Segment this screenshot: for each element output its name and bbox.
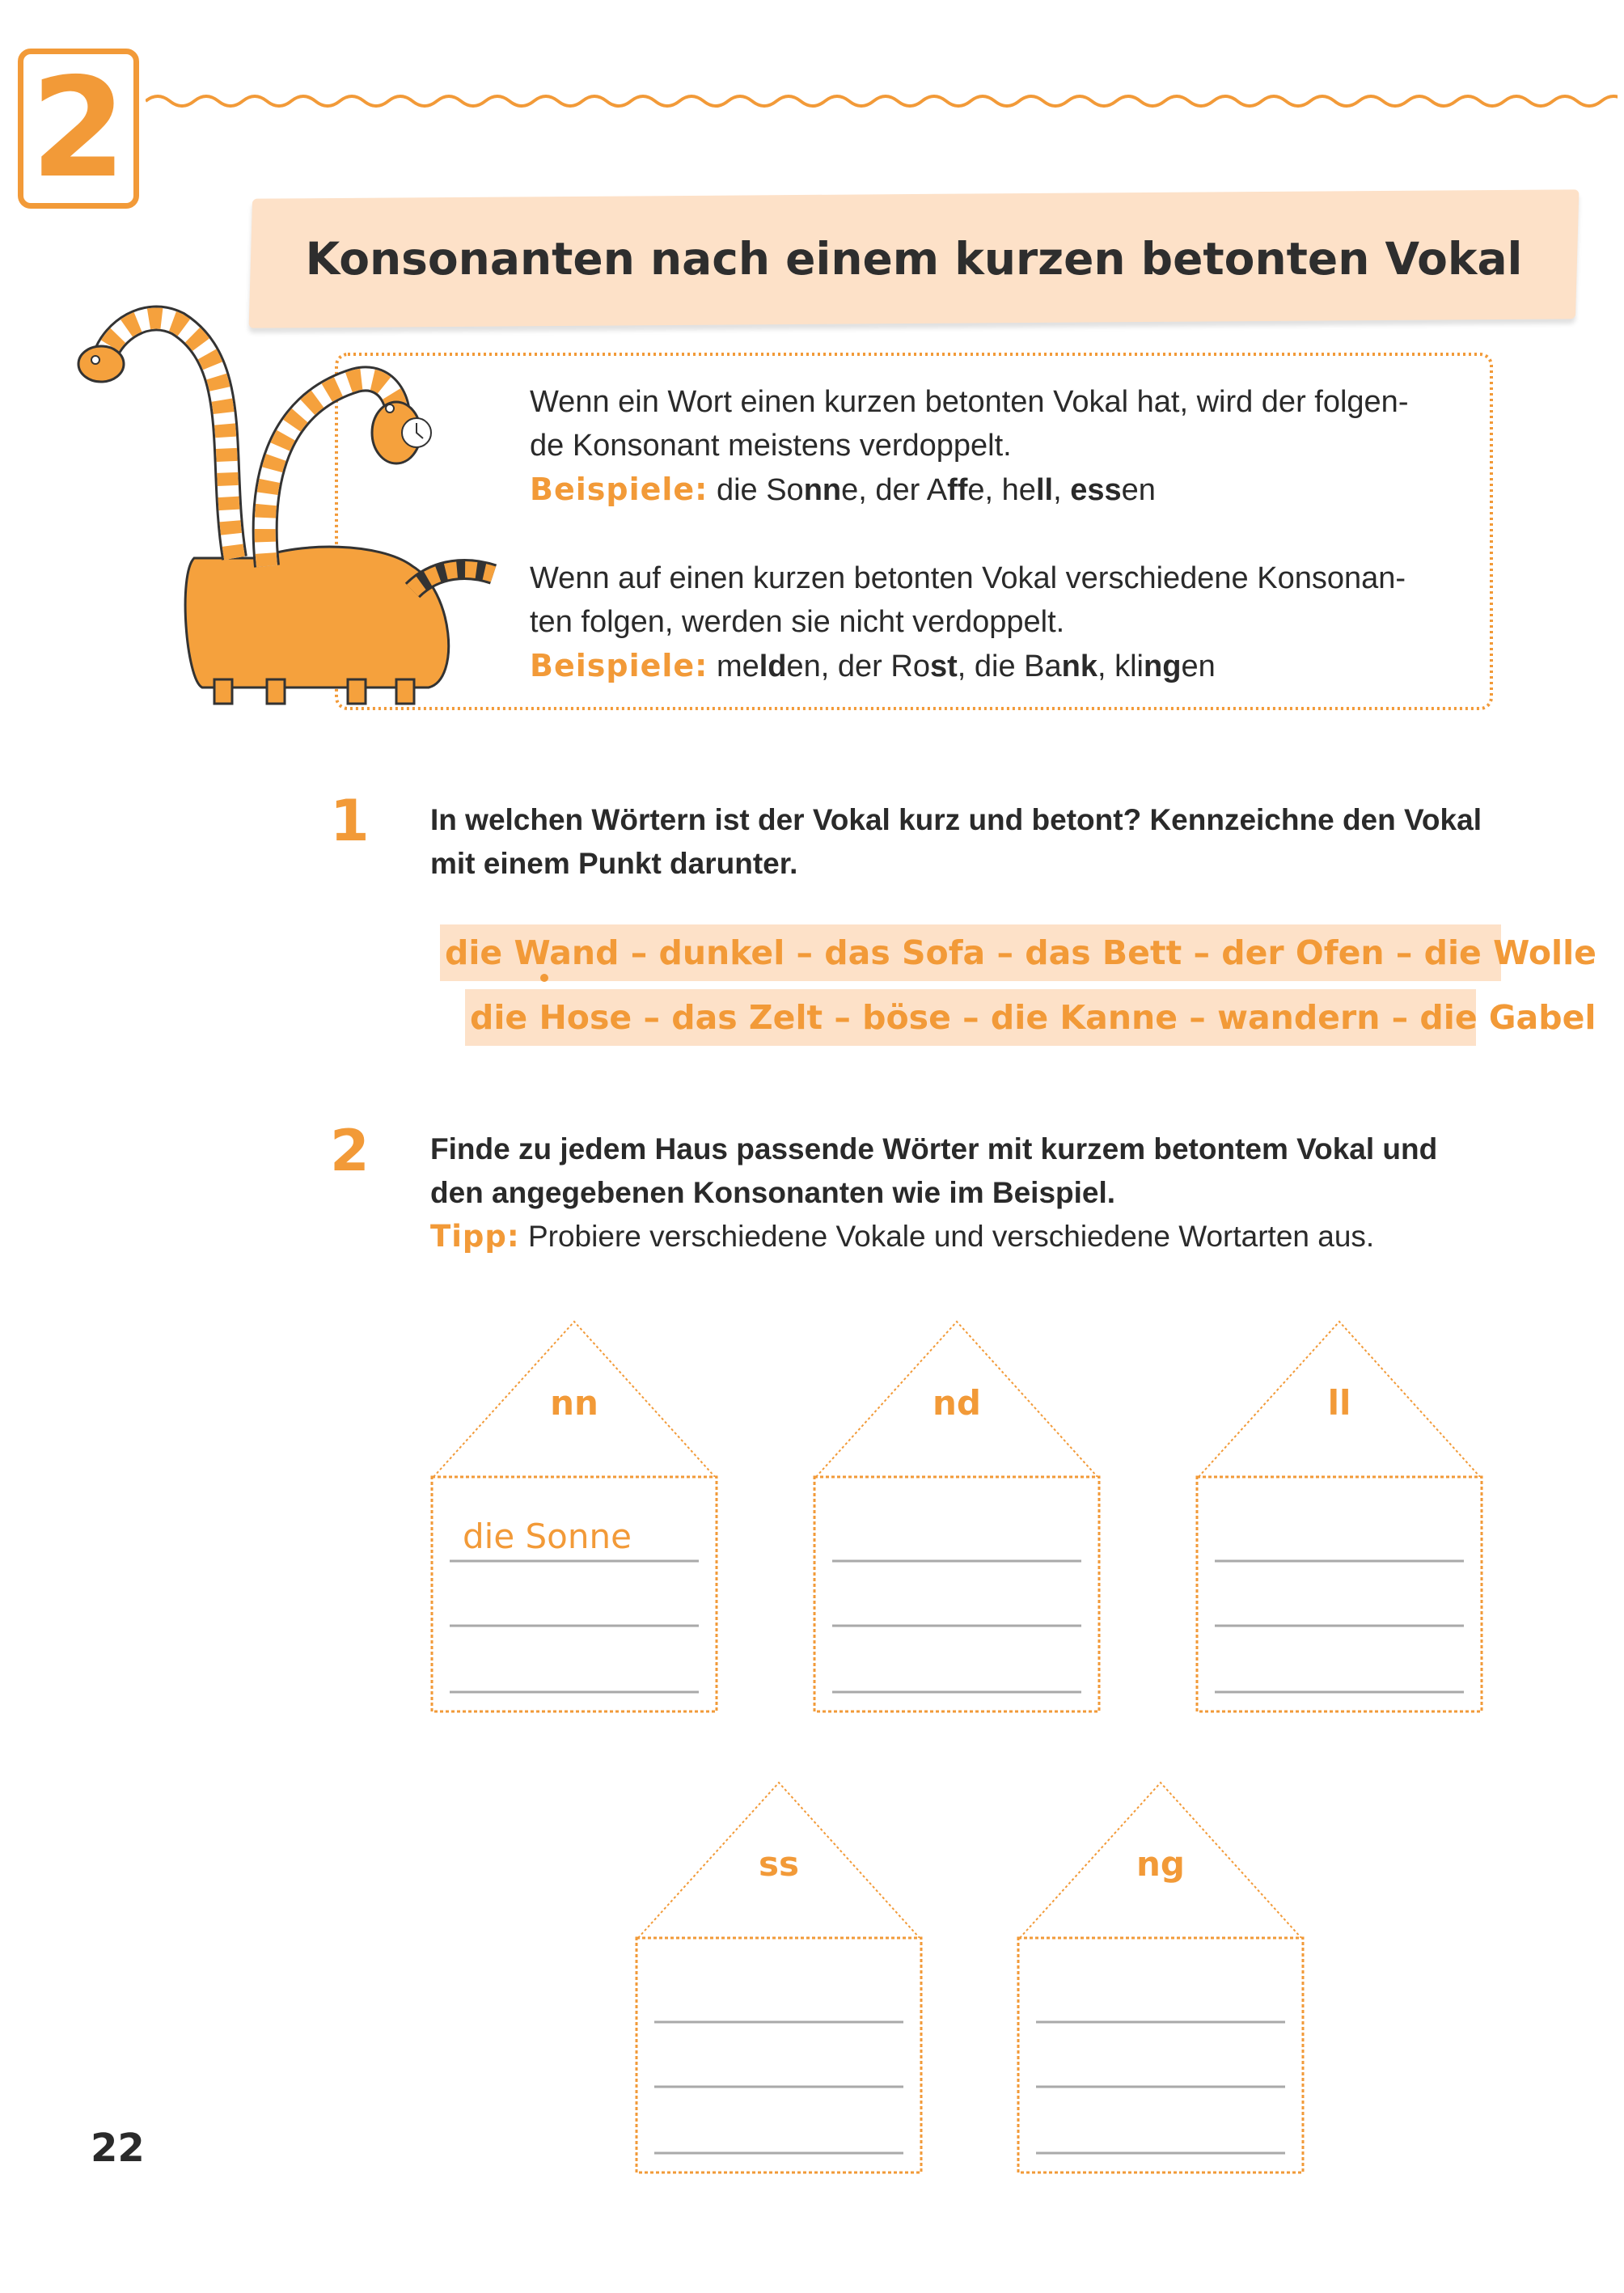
task-1-instruction — [430, 798, 1546, 886]
chapter-number: 2 — [30, 49, 127, 209]
examples-label-2: Beispiele: — [530, 648, 708, 683]
page-number: 22 — [91, 2126, 145, 2171]
task-1-number: 1 — [330, 788, 370, 854]
examples-2-part: en — [1181, 649, 1216, 683]
house-frame — [811, 1318, 1102, 1715]
examples-1-consonant: nn — [803, 473, 842, 507]
examples-2-consonant: st — [929, 649, 958, 683]
examples-1-consonant: ff — [947, 473, 968, 507]
examples-2-part: , kli — [1097, 649, 1144, 683]
house-label: nd — [933, 1383, 981, 1423]
examples-1-part: e, he — [967, 473, 1036, 507]
house-nd — [811, 1318, 1102, 1715]
house-label: ll — [1327, 1383, 1351, 1423]
examples-1-part: en — [1121, 473, 1156, 507]
word-list-row-1: die Wand – dunkel – das Sofa – das Bett – der Ofen – die Wolle — [440, 924, 1501, 981]
example-answer: die Sonne — [463, 1517, 632, 1556]
examples-2-part: me — [716, 649, 759, 683]
examples-1-consonant: ess — [1070, 473, 1122, 507]
top-wavy-rule — [146, 89, 1618, 113]
house-ng — [1015, 1779, 1306, 2176]
examples-1-part: , — [1053, 473, 1071, 507]
task-2-line-1: Finde zu jedem Haus passende Wörter mit kurzem betontem Vokal und — [430, 1132, 1438, 1166]
rule-paragraph-1-line-2: de Konsonant meistens verdoppelt. — [530, 429, 1012, 463]
examples-1-part: die So — [716, 473, 804, 507]
rule-examples-2 — [530, 644, 1468, 688]
rule-paragraph-1 — [530, 380, 1468, 512]
examples-2-part: en, der Ro — [786, 649, 930, 683]
examples-2-part: , die Ba — [957, 649, 1062, 683]
house-ss — [633, 1779, 924, 2176]
house-label: nn — [550, 1383, 598, 1423]
rule-paragraph-2-line-2: ten folgen, werden sie nicht verdoppelt. — [530, 605, 1065, 639]
task-2-line-2: den angegebenen Konsonanten wie im Beispiel. — [430, 1176, 1116, 1209]
house-label: ss — [759, 1844, 799, 1884]
tip-label: Tipp: — [430, 1219, 520, 1254]
task-2-number: 2 — [330, 1118, 370, 1184]
tip-text: Probiere verschiedene Vokale und verschiedene Wortarten aus. — [527, 1220, 1375, 1253]
task-1-line-1: In welchen Wörtern ist der Vokal kurz und betont? Kennzeichne den Vokal — [430, 803, 1482, 836]
house-ll — [1194, 1318, 1485, 1715]
examples-1-consonant: ll — [1035, 473, 1054, 507]
house-label: ng — [1136, 1844, 1185, 1884]
examples-label-1: Beispiele: — [530, 472, 708, 507]
task-2-instruction — [430, 1127, 1546, 1215]
word-list-row-2: die Hose – das Zelt – böse – die Kanne – wandern – die Gabel — [465, 989, 1476, 1046]
rule-paragraph-2-line-1: Wenn auf einen kurzen betonten Vokal verschiedene Konsonan- — [530, 561, 1406, 595]
rule-paragraph-1-line-1: Wenn ein Wort einen kurzen betonten Vokal hat, wird der folgen- — [530, 385, 1409, 419]
examples-2-consonant: nk — [1061, 649, 1097, 683]
task-2-tip — [430, 1215, 1546, 1259]
task-1-line-2: mit einem Punkt darunter. — [430, 847, 798, 880]
examples-1-part: e, der A — [841, 473, 948, 507]
page-title: Konsonanten nach einem kurzen betonten Vokal — [305, 233, 1523, 285]
examples-2-consonant: ld — [759, 649, 787, 683]
examples-2-consonant: ng — [1144, 649, 1182, 683]
rule-paragraph-2 — [530, 556, 1468, 688]
house-frame — [633, 1779, 924, 2176]
dinosaur-illustration — [57, 299, 558, 720]
vowel-mark-dot — [540, 974, 548, 982]
house-nn — [429, 1318, 720, 1715]
house-frame — [1194, 1318, 1485, 1715]
rule-examples-1 — [530, 467, 1468, 512]
house-frame — [1015, 1779, 1306, 2176]
